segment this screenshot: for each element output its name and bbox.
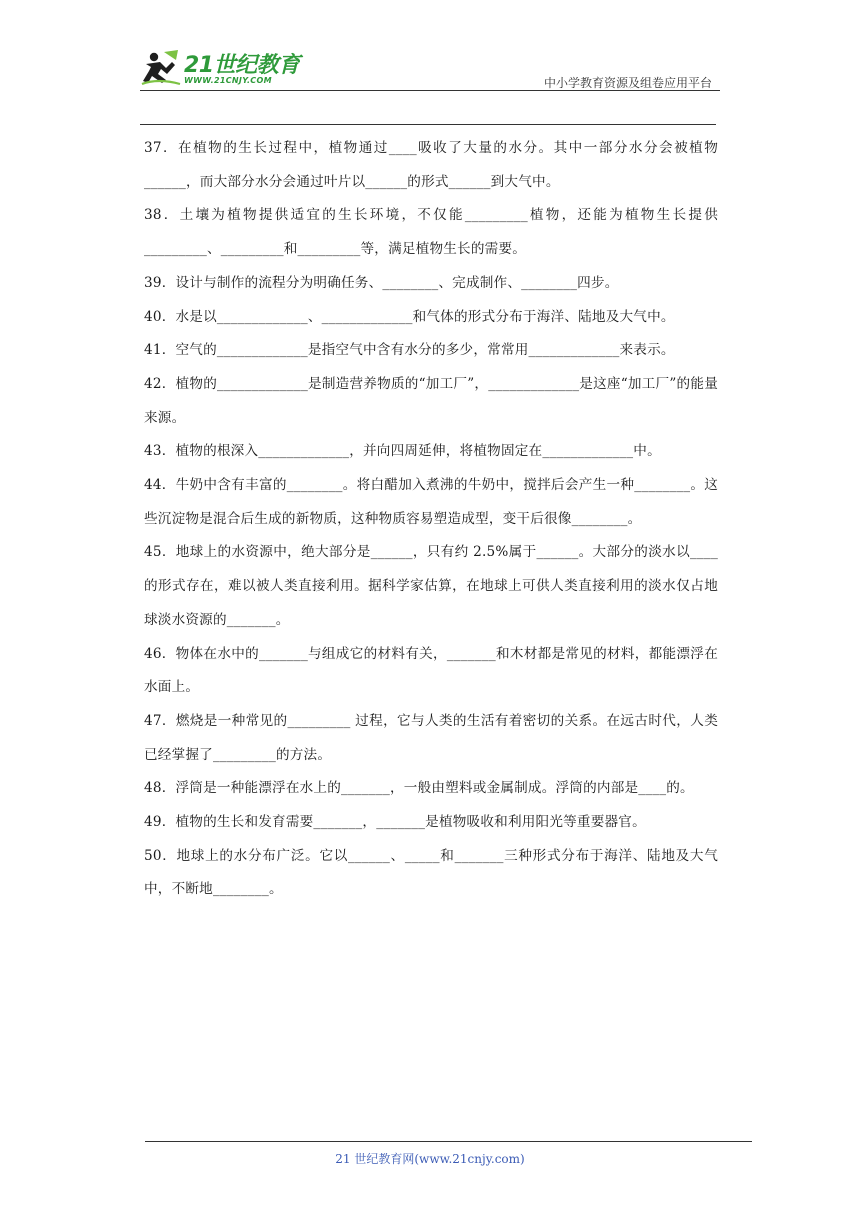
site-logo — [140, 46, 310, 92]
page-header — [140, 46, 720, 92]
logo-url: WWW.21CNJY.COM — [184, 76, 272, 85]
question-40: 40．水是以_____________、_____________和气体的形式分布于海洋、陆地及大气中。 — [144, 308, 675, 325]
question-46: 46．物体在水中的_______与组成它的材料有关，_______和木材都是常见的材料，都能漂浮在水面上。 — [144, 645, 718, 696]
platform-label: 中小学教育资源及组卷应用平台 — [543, 76, 712, 90]
question-49: 49．植物的生长和发育需要_______，_______是植物吸收和利用阳光等重要器官。 — [144, 814, 646, 831]
question-37: 37．在植物的生长过程中，植物通过____吸收了大量的水分。其中一部分水分会被植物______，而大部分水分会通过叶片以______的形式______到大气中。 — [144, 140, 718, 190]
question-38: 38．土壤为植物提供适宜的生长环境，不仅能_________植物，还能为植物生长提供_________、_________和_________等，满足植物生长的需要。 — [144, 207, 718, 258]
question-50: 50．地球上的水分布广泛。它以______、_____和_______三种形式分布于海洋、陆地及大气中，不断地________。 — [144, 847, 718, 898]
header-divider — [140, 90, 720, 91]
question-44: 44．牛奶中含有丰富的________。将白醋加入煮沸的牛奶中，搅拌后会产生一种________。这些沉淀物是混合后生成的新物质，这种物质容易塑造成型，变干后很像________。 — [144, 477, 718, 527]
question-list — [144, 132, 718, 907]
logo-text: 21世纪教育 — [184, 53, 300, 78]
question-41: 41．空气的_____________是指空气中含有水分的多少，常常用_____________来表示。 — [144, 342, 675, 359]
footer-link[interactable]: 21 世纪教育网(www.21cnjy.com) — [335, 1152, 525, 1166]
question-43: 43．植物的根深入_____________，并向四周延伸，将植物固定在_____________中。 — [144, 443, 661, 460]
question-39: 39．设计与制作的流程分为明确任务、________、完成制作、________四步。 — [144, 274, 619, 291]
question-48: 48．浮筒是一种能漂浮在水上的_______，一般由塑料或金属制成。浮筒的内部是____的。 — [144, 780, 694, 797]
question-45: 45．地球上的水资源中，绝大部分是______，只有约 2.5%属于______。大部分的淡水以____的形式存在，难以被人类直接利用。据科学家估算，在地球上可供人类直接利用的淡水仅占地球淡水资源的_______。 — [144, 544, 718, 628]
footer-divider — [145, 1141, 752, 1142]
question-47: 47．燃烧是一种常见的_________ 过程，它与人类的生活有着密切的关系。在远古时代，人类已经掌握了_________的方法。 — [144, 712, 718, 763]
runner-icon — [140, 50, 184, 88]
question-42: 42．植物的_____________是制造营养物质的“加工厂”，_____________是这座“加工厂”的能量来源。 — [144, 375, 718, 426]
content-divider — [140, 124, 716, 125]
